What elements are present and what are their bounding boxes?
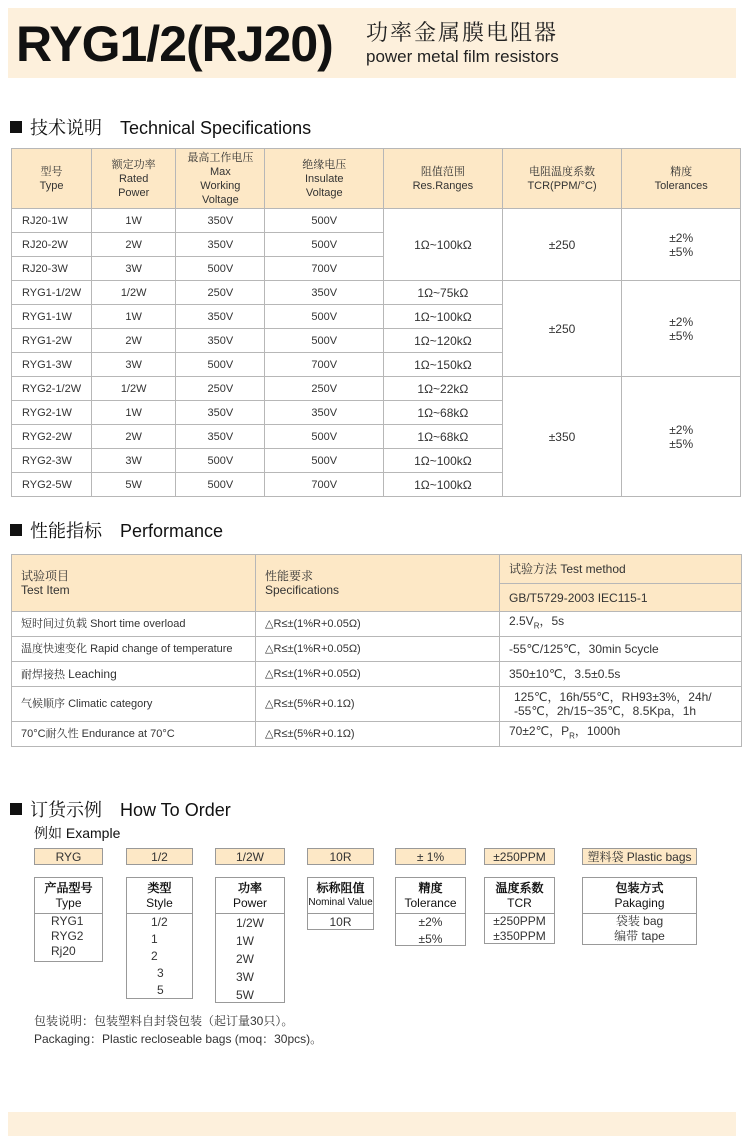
- table-row: 气候顺序 Climatic category △R≤±(5%R+0.1Ω) 125℃，16h/55℃，RH93±3%，24h/ -55℃，2h/15~35℃，8.5Kpa，1h: [12, 687, 742, 722]
- table-row: 温度快速变化 Rapid change of temperature △R≤±(1%R+0.05Ω) -55℃/125℃，30min 5cycle: [12, 637, 742, 662]
- tcr-cell: ±250: [502, 281, 622, 377]
- square-bullet-icon: [10, 803, 22, 815]
- spec-head-type: 型号 Type: [12, 149, 92, 209]
- tolerance-cell: ±2% ±5%: [622, 209, 741, 281]
- table-row: RJ20-1W 1W 350V 500V 1Ω~100kΩ ±250 ±2% ±5%: [12, 209, 741, 233]
- perf-head-item: 试验项目 Test Item: [12, 555, 256, 612]
- perf-head-spec: 性能要求 Specifications: [256, 555, 500, 612]
- tcr-cell: ±350: [502, 377, 622, 497]
- range-cell: 1Ω~100kΩ: [384, 209, 503, 281]
- order-box-nominal: 标称阻值 Nominal Value 10R: [307, 877, 374, 930]
- order-box-style: 类型 Style 1/2 1 2 3 5: [126, 877, 193, 999]
- tolerance-cell: ±2% ±5%: [622, 281, 741, 377]
- footer-band: [8, 1112, 736, 1136]
- order-box-power: 功率 Power 1/2W 1W 2W 3W 5W: [215, 877, 285, 1003]
- table-row: RYG2-2W 2W 350V 500V 1Ω~68kΩ: [12, 425, 741, 449]
- table-row: RYG2-3W 3W 500V 500V 1Ω~100kΩ: [12, 449, 741, 473]
- spec-head-power: 额定功率 Rated Power: [92, 149, 176, 209]
- order-box-type: 产品型号 Type RYG1 RYG2 Rj20: [34, 877, 103, 962]
- order-box-tolerance: 精度 Tolerance ±2% ±5%: [395, 877, 466, 946]
- spec-table: [11, 148, 741, 497]
- order-code-power: 1/2W: [215, 848, 285, 865]
- order-section-heading: [10, 799, 231, 821]
- table-row: RYG2-1W 1W 350V 350V 1Ω~68kΩ: [12, 401, 741, 425]
- order-code-type: RYG: [34, 848, 103, 865]
- square-bullet-icon: [10, 524, 22, 536]
- title-chinese: 功率金属膜电阻器: [366, 20, 559, 45]
- order-heading-en: How To Order: [120, 800, 231, 820]
- spec-head-range: 阻值范围 Res.Ranges: [384, 149, 503, 209]
- table-row: 耐焊接热 Leaching △R≤±(1%R+0.05Ω) 350±10℃，3.5±0.5s: [12, 662, 742, 687]
- model-title: RYG1/2(RJ20): [16, 16, 333, 72]
- performance-heading-en: Performance: [120, 521, 224, 541]
- performance-section-heading: [10, 520, 223, 542]
- table-row: RYG1-1/2W 1/2W 250V 350V 1Ω~75kΩ ±250 ±2% ±5%: [12, 281, 741, 305]
- table-row: RJ20-2W 2W 350V 500V: [12, 233, 741, 257]
- packaging-note-en: Packaging：Plastic recloseable bags (moq：30pcs)。: [34, 1032, 323, 1046]
- order-box-packaging: 包装方式 Pakaging 袋装 bag 编带 tape: [582, 877, 697, 945]
- table-row: RYG1-2W 2W 350V 500V 1Ω~120kΩ: [12, 329, 741, 353]
- table-row: RYG2-5W 5W 500V 700V 1Ω~100kΩ: [12, 473, 741, 497]
- order-heading-cn: 订货示例: [30, 800, 102, 820]
- table-row: RYG1-1W 1W 350V 500V 1Ω~100kΩ: [12, 305, 741, 329]
- performance-table: [11, 554, 742, 747]
- table-row: RJ20-3W 3W 500V 700V: [12, 257, 741, 281]
- perf-head-standard: GB/T5729-2003 IEC115-1: [500, 584, 742, 612]
- spec-head-insulate: 绝缘电压 Insulate Voltage: [265, 149, 384, 209]
- specs-heading-cn: 技术说明: [30, 118, 102, 138]
- perf-head-method: 试验方法 Test method: [500, 555, 742, 584]
- spec-header-row: [12, 149, 741, 209]
- order-code-tcr: ±250PPM: [484, 848, 555, 865]
- spec-head-tcr: 电阻温度系数 TCR(PPM/°C): [502, 149, 622, 209]
- spec-head-voltage: 最高工作电压 Max Working Voltage: [176, 149, 265, 209]
- perf-header-row: [12, 555, 742, 584]
- order-box-tcr: 温度系数 TCR ±250PPM ±350PPM: [484, 877, 555, 944]
- tcr-cell: ±250: [502, 209, 622, 281]
- table-row: RYG2-1/2W 1/2W 250V 250V 1Ω~22kΩ ±350 ±2% ±5%: [12, 377, 741, 401]
- performance-heading-cn: 性能指标: [30, 521, 102, 541]
- order-code-tolerance: ± 1%: [395, 848, 466, 865]
- table-row: RYG1-3W 3W 500V 700V 1Ω~150kΩ: [12, 353, 741, 377]
- tolerance-cell: ±2% ±5%: [622, 377, 741, 497]
- order-code-packaging: 塑料袋 Plastic bags: [582, 848, 697, 865]
- specs-section-heading: [10, 117, 311, 139]
- table-row: 70°C耐久性 Endurance at 70°C △R≤±(5%R+0.1Ω) 70±2℃，$P_R$，1000h: [12, 722, 742, 747]
- order-code-style: 1/2: [126, 848, 193, 865]
- example-label: 例如 Example: [34, 825, 121, 841]
- packaging-note-cn: 包装说明：包装塑料自封袋包装（起订量30只）。: [34, 1014, 294, 1028]
- spec-head-tolerance: 精度 Tolerances: [622, 149, 741, 209]
- title-english: power metal film resistors: [366, 47, 559, 66]
- order-code-nominal: 10R: [307, 848, 374, 865]
- specs-heading-en: Technical Specifications: [120, 118, 312, 138]
- table-row: 短时间过负载 Short time overload △R≤±(1%R+0.05Ω) $2.5V_R$，5s: [12, 612, 742, 637]
- square-bullet-icon: [10, 121, 22, 133]
